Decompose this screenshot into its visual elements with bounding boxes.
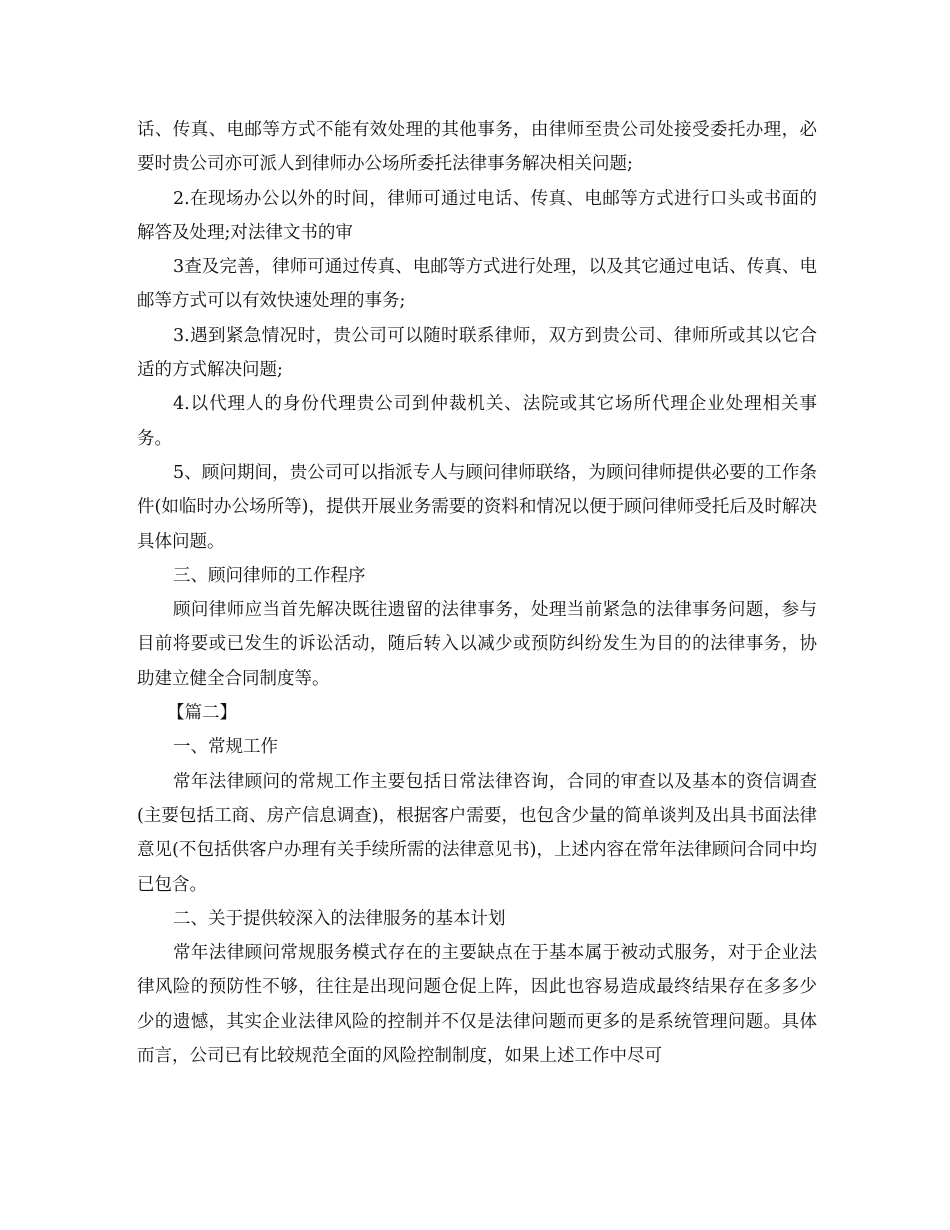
paragraph-5: 4.以代理人的身份代理贵公司到仲裁机关、法院或其它场所代理企业处理相关事务。: [137, 394, 817, 449]
paragraph-6: 5、顾问期间，贵公司可以指派专人与顾问律师联络，为顾问律师提供必要的工作条件(如临时办公场所等)，提供开展业务需要的资料和情况以便于顾问律师受托后及时解决具体问题。: [137, 462, 817, 552]
paragraph-1: 话、传真、电邮等方式不能有效处理的其他事务，由律师至贵公司处接受委托办理，必要时贵公司亦可派人到律师办公场所委托法律事务解决相关问题;: [137, 120, 817, 175]
part-two-heading: 【篇二】: [167, 703, 237, 724]
paragraph-8: 顾问律师应当首先解决既往遗留的法律事务，处理当前紧急的法律事务问题，参与目前将要或已发生的诉讼活动，随后转入以减少或预防纠纷发生为目的的法律事务，协助建立健全合同制度等。: [137, 600, 817, 689]
paragraph-2: 2.在现场办公以外的时间，律师可通过电话、传真、电邮等方式进行口头或书面的解答及处理;对法律文书的审: [137, 188, 817, 243]
section-heading-3: 三、顾问律师的工作程序: [173, 565, 366, 586]
paragraph-3: 3查及完善，律师可通过传真、电邮等方式进行处理，以及其它通过电话、传真、电邮等方式可以有效快速处理的事务;: [137, 257, 817, 312]
paragraph-4: 3.遇到紧急情况时，贵公司可以随时联系律师，双方到贵公司、律师所或其以它合适的方式解决问题;: [137, 325, 817, 381]
section-heading-2: 二、关于提供较深入的法律服务的基本计划: [173, 908, 506, 929]
paragraph-11: 常年法律顾问的常规工作主要包括日常法律咨询，合同的审查以及基本的资信调查(主要包括工商、房产信息调查)，根据客户需要，也包含少量的简单谈判及出具书面法律意见(不包括供客户办理有关手续所需的法律意见书)，上述内容在常年法律顾问合同中均已包含。: [137, 771, 817, 895]
document-body: [137, 113, 817, 1073]
paragraph-13: 常年法律顾问常规服务模式存在的主要缺点在于基本属于被动式服务，对于企业法律风险的预防性不够，往往是出现问题仓促上阵，因此也容易造成最终结果存在多多少少的遗憾，其实企业法律风险的控制并不仅是法律问题而更多的是系统管理问题。具体而言，公司已有比较规范全面的风险控制制度，如果上述工作中尽可: [137, 943, 817, 1067]
section-heading-1: 一、常规工作: [173, 737, 278, 758]
